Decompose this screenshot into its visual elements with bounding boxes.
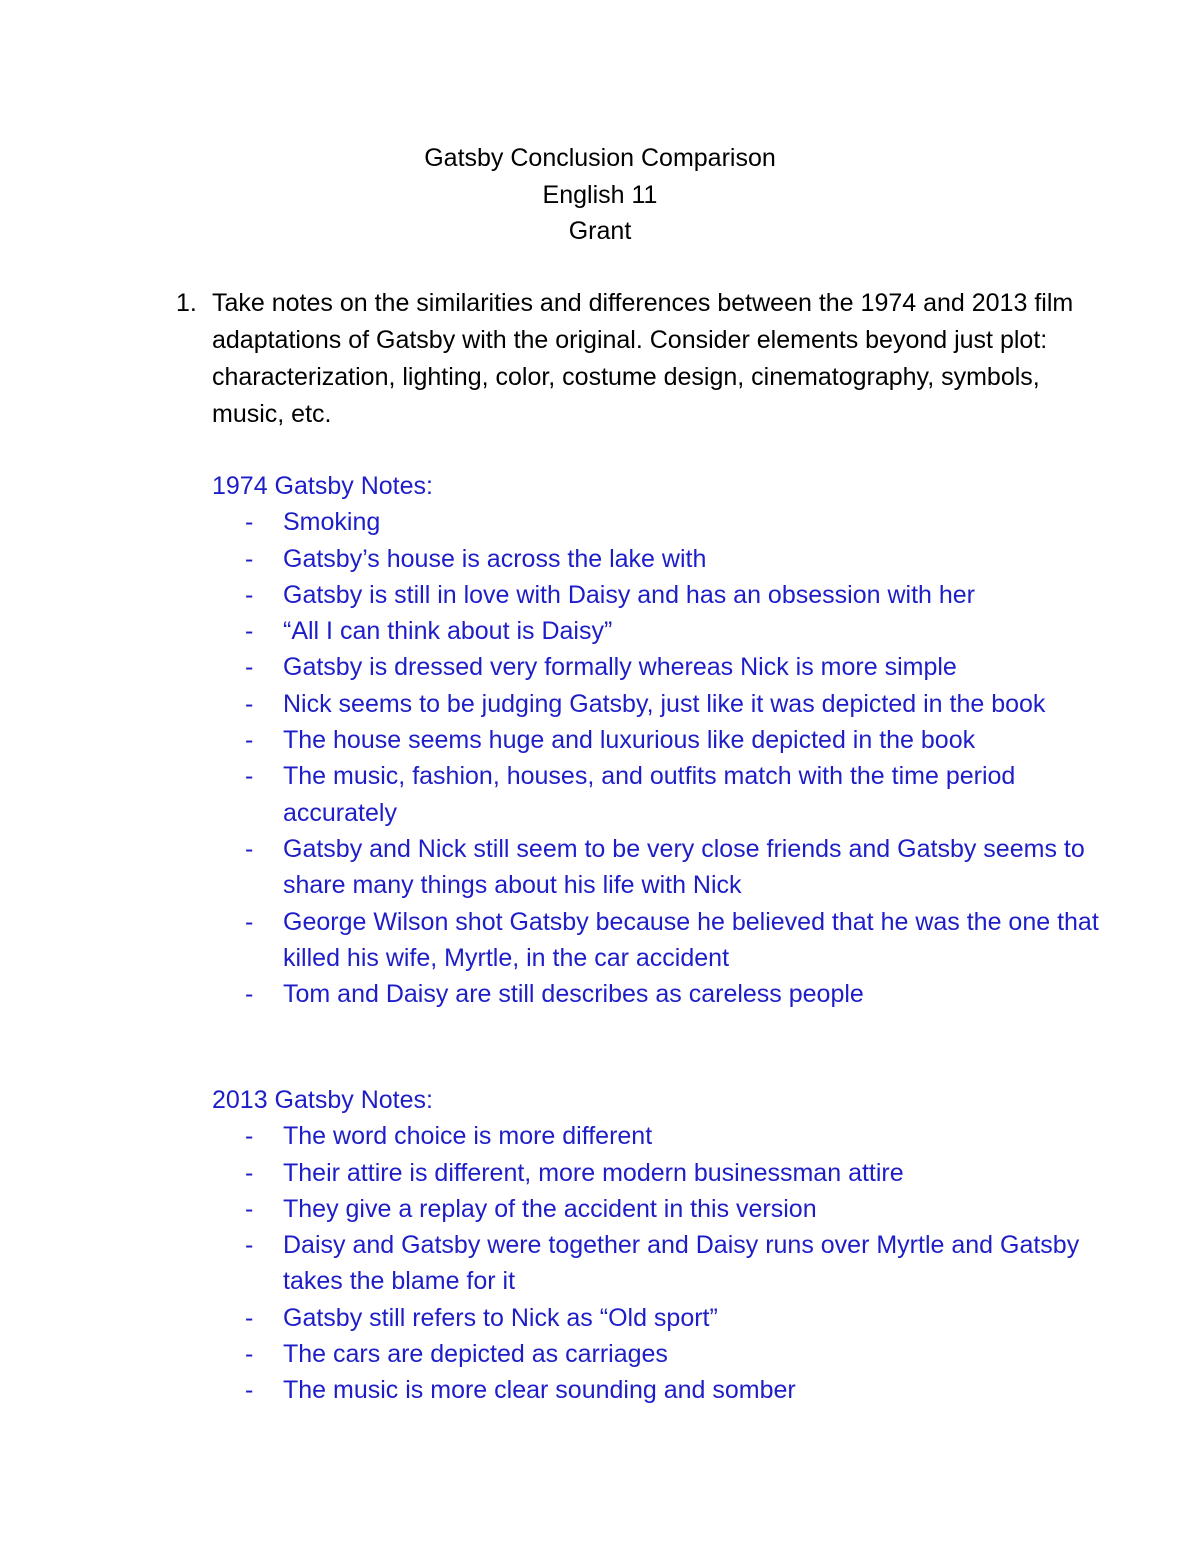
note-text: The word choice is more different [283,1122,653,1151]
course-name: English 11 [542,180,658,209]
list-item [212,758,1112,831]
list-item [212,1155,1112,1191]
question-number: 1. [176,289,197,317]
note-text: George Wilson shot Gatsby because he believed that he was the one that killed his wife, Myrtle, in the car accident [283,907,1099,972]
document-title: Gatsby Conclusion Comparison [424,144,776,172]
dash-bullet: - [245,1303,254,1332]
note-text: The cars are depicted as carriages [283,1340,668,1369]
dash-bullet: - [245,762,254,791]
list-item [212,1227,1112,1300]
note-text: Gatsby is dressed very formally whereas Nick is more simple [283,653,957,682]
notes-2013-title: 2013 Gatsby Notes: [212,1086,433,1114]
list-item [212,722,1112,758]
notes-1974-title: 1974 Gatsby Notes: [212,472,433,500]
dash-bullet: - [245,544,254,573]
list-item [212,1118,1112,1154]
dash-bullet: - [245,1340,254,1369]
notes-2013-section [212,1082,1112,1409]
list-item [212,613,1112,649]
dash-bullet: - [245,726,254,755]
note-text: Smoking [283,508,381,537]
list-item [212,504,1112,540]
note-text: Gatsby is still in love with Daisy and has an obsession with her [283,580,975,609]
note-text: The music, fashion, houses, and outfits match with the time period accurately [283,762,1016,827]
dash-bullet: - [245,1194,254,1223]
note-text: Gatsby’s house is across the lake with [283,544,707,573]
dash-bullet: - [245,1376,254,1405]
note-text: Gatsby and Nick still seem to be very close friends and Gatsby seems to share many things about his life with Nick [283,834,1085,900]
note-text: The music is more clear sounding and somber [283,1376,796,1405]
dash-bullet: - [245,1122,254,1151]
dash-bullet: - [245,617,254,646]
question-text: Take notes on the similarities and differences between the 1974 and 2013 film adaptations of Gatsby with the original. Consider elements beyond just plot: characterization, lighting, color, costume design, cinematography, symbols, music, etc. [212,289,1074,428]
note-text: Their attire is different, more modern businessman attire [283,1158,904,1187]
dash-bullet: - [245,653,254,682]
dash-bullet: - [245,580,254,609]
dash-bullet: - [245,980,254,1009]
notes-1974-section [212,468,1112,1012]
list-item [212,686,1112,722]
note-text: They give a replay of the accident in this version [283,1194,817,1223]
list-item [212,831,1112,904]
list-item [212,1300,1112,1336]
document-header [0,140,1200,250]
note-text: Nick seems to be judging Gatsby, just like it was depicted in the book [283,689,1046,718]
list-item [212,976,1112,1012]
list-item [212,649,1112,685]
list-item [212,1191,1112,1227]
note-text: Gatsby still refers to Nick as “Old sport” [283,1303,718,1332]
list-item [212,1336,1112,1372]
note-text: Daisy and Gatsby were together and Daisy runs over Myrtle and Gatsby takes the blame for it [283,1231,1080,1296]
note-text: “All I can think about is Daisy” [283,617,613,646]
dash-bullet: - [245,907,254,936]
notes-2013-list [212,1118,1112,1408]
list-item [212,1372,1112,1408]
dash-bullet: - [245,689,254,718]
list-item [212,577,1112,613]
dash-bullet: - [245,834,254,863]
dash-bullet: - [245,508,254,537]
notes-1974-list [212,504,1112,1012]
question-1 [176,285,1076,433]
note-text: The house seems huge and luxurious like depicted in the book [283,726,976,755]
dash-bullet: - [245,1158,254,1187]
list-item [212,904,1112,977]
list-item [212,541,1112,577]
dash-bullet: - [245,1231,254,1260]
teacher-name: Grant [568,217,632,245]
note-text: Tom and Daisy are still describes as careless people [283,980,864,1009]
